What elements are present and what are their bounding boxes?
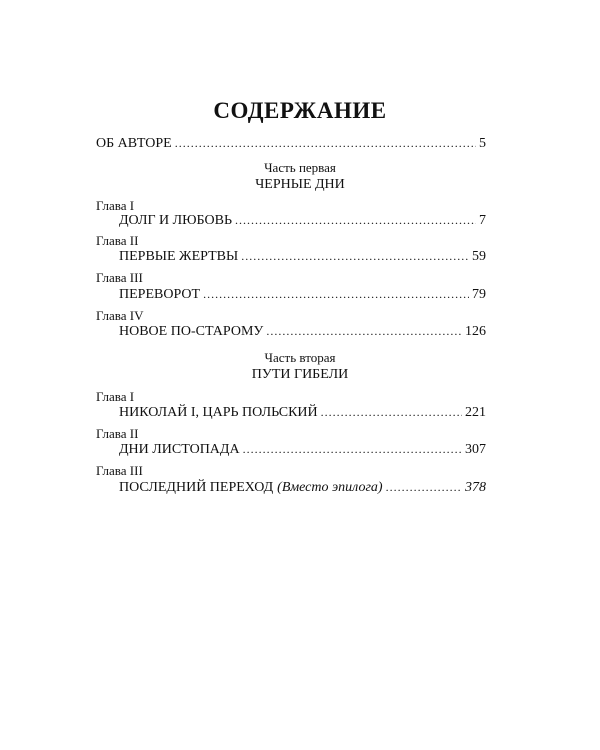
toc-entry — [119, 248, 486, 265]
chapter-number: Глава III — [96, 463, 143, 478]
toc-entry — [119, 479, 486, 496]
leader-dots — [321, 404, 462, 421]
leader-dots — [175, 135, 476, 152]
leader-dots — [235, 212, 476, 229]
toc-entry-title: НИКОЛАЙ I, ЦАРЬ ПОЛЬСКИЙ — [119, 405, 318, 420]
part-label: Часть вторая — [264, 350, 336, 365]
toc-page-number: 378 — [465, 480, 486, 495]
leader-dots — [266, 323, 462, 340]
toc-page-number: 79 — [472, 287, 486, 302]
chapter-number: Глава I — [96, 389, 135, 404]
part-title: ПУТИ ГИБЕЛИ — [251, 367, 349, 382]
toc-entry-title: ПЕРЕВОРОТ — [119, 287, 201, 302]
toc-entry — [119, 441, 486, 458]
toc-page-number: 5 — [479, 136, 486, 151]
toc-entry-title: ПЕРВЫЕ ЖЕРТВЫ — [119, 249, 239, 264]
toc-page-number: 126 — [465, 324, 486, 339]
toc-entry — [119, 286, 486, 303]
toc-entry-title: ДНИ ЛИСТОПАДА — [119, 442, 240, 457]
leader-dots — [203, 286, 469, 303]
toc-entry-title: ПОСЛЕДНИЙ ПЕРЕХОД — [119, 480, 274, 495]
toc-entry-about — [96, 135, 486, 152]
chapter-number: Глава III — [96, 270, 143, 285]
toc-entry-title: НОВОЕ ПО-СТАРОМУ — [119, 324, 264, 339]
chapter-number: Глава IV — [96, 308, 144, 323]
chapter-number: Глава II — [96, 233, 139, 248]
part-label: Часть первая — [264, 160, 336, 175]
leader-dots — [386, 479, 462, 496]
toc-entry — [119, 212, 486, 229]
toc-page-number: 7 — [479, 213, 486, 228]
part-title: ЧЕРНЫЕ ДНИ — [255, 177, 345, 192]
toc-page-number: 221 — [465, 405, 486, 420]
page-title: СОДЕРЖАНИЕ — [213, 98, 387, 123]
toc-entry — [119, 323, 486, 340]
chapter-number: Глава I — [96, 198, 135, 213]
toc-page-number: 59 — [472, 249, 486, 264]
chapter-number: Глава II — [96, 426, 139, 441]
leader-dots — [241, 248, 469, 265]
toc-entry-title: ДОЛГ И ЛЮБОВЬ — [119, 213, 232, 228]
leader-dots — [243, 441, 462, 458]
toc-entry-note: (Вместо эпилога) — [277, 480, 383, 495]
toc-page-number: 307 — [465, 442, 486, 457]
toc-entry — [119, 404, 486, 421]
toc-entry-title: ОБ АВТОРЕ — [96, 136, 172, 151]
